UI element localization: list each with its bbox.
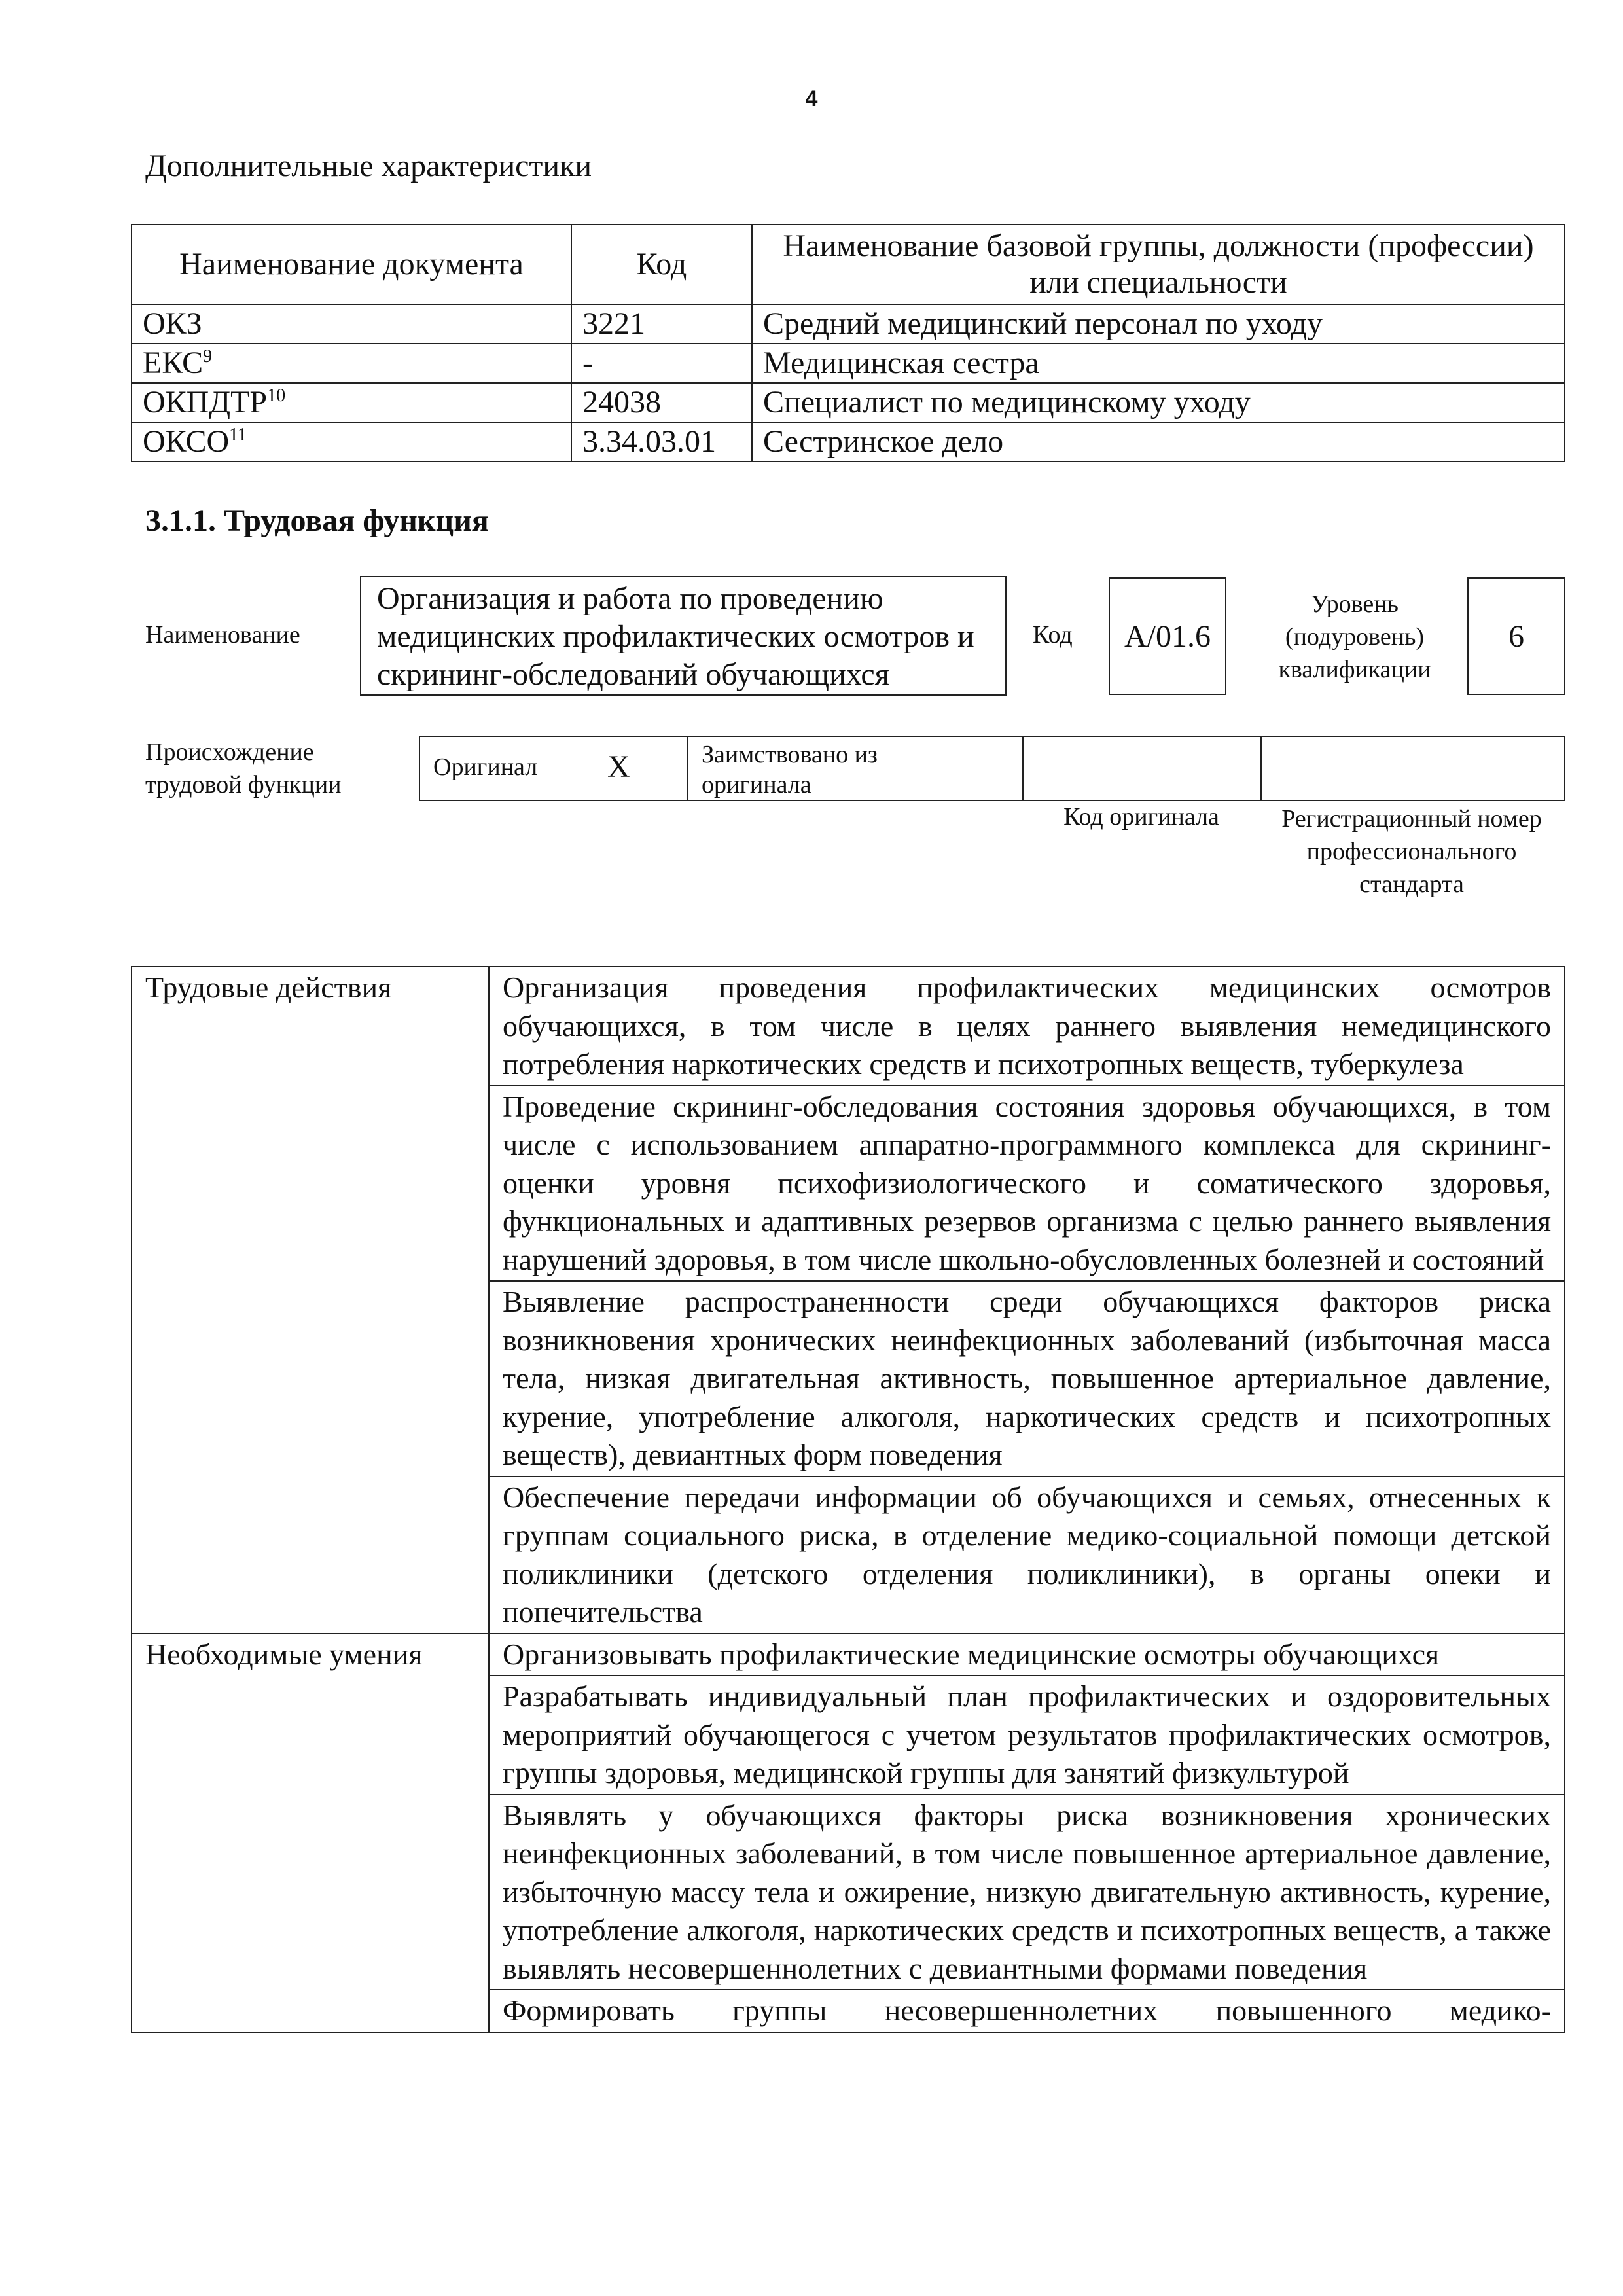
name-label: Наименование	[145, 621, 300, 649]
list-item: Выявление распространенности среди обучающихся факторов риска возникновения хронических неинфекционных заболеваний (избыточная масса тела, низкая двигательная активность, повышенное артериальное давление, курение, употребление алкоголя, наркотических средств и психотропных веществ), девиантных форм поведения	[489, 1281, 1565, 1477]
table-cell-name: Специалист по медицинскому уходу	[752, 383, 1565, 422]
table-cell-document: ОКПДТР$^{10}$	[132, 383, 571, 422]
table-cell-code: -	[571, 344, 752, 383]
table-cell-document: ОКЗ	[132, 304, 571, 344]
function-name-box: Организация и работа по проведению медицинских профилактических осмотров и скрининг-обследований обучающихся	[360, 576, 1007, 696]
header-document: Наименование документа	[132, 224, 571, 304]
table-cell-document: ОКСО$^{11}$	[132, 422, 571, 461]
list-item: Организация проведения профилактических медицинских осмотров обучающихся, в том числе в целях раннего выявления немедицинского потребления наркотических средств и психотропных веществ, туберкулеза	[489, 967, 1565, 1086]
list-item: Разрабатывать индивидуальный план профилактических и оздоровительных мероприятий обучающегося с учетом результатов профилактических осмотров, группы здоровья, медицинской группы для занятий физкультурой	[489, 1676, 1565, 1795]
section-label-skills: Необходимые умения	[132, 1634, 489, 2032]
list-item: Организовывать профилактические медицинские осмотры обучающихся	[489, 1634, 1565, 1676]
table-cell-code: 24038	[571, 383, 752, 422]
section-label-actions: Трудовые действия	[132, 967, 489, 1634]
registration-number-cell	[1262, 737, 1564, 800]
labor-function-heading: 3.1.1. Трудовая функция	[145, 503, 489, 538]
table-cell-document: ЕКС$^9$	[132, 344, 571, 383]
borrowed-cell	[688, 737, 1024, 800]
additional-characteristics-table	[131, 224, 1565, 462]
list-item: Формировать группы несовершеннолетних повышенного медико-	[489, 1990, 1565, 2032]
list-item: Выявлять у обучающихся факторы риска возникновения хронических неинфекционных заболеваний, в том числе повышенное артериальное давление, избыточную массу тела и ожирение, низкую двигательную активность, курение, употребление алкоголя, наркотических средств и психотропных веществ, а также выявлять несовершеннолетних с девиантными формами поведения	[489, 1795, 1565, 1990]
additional-characteristics-title: Дополнительные характеристики	[145, 149, 592, 183]
qualification-level-label: Уровень (подуровень) квалификации	[1278, 590, 1431, 683]
footnote-ref: 10	[267, 386, 286, 406]
labor-actions-table	[131, 966, 1565, 2033]
page-number: 4	[805, 86, 818, 111]
footnote-ref: 9	[203, 346, 213, 367]
list-item: Проведение скрининг-обследования состояния здоровья обучающихся, в том числе с использованием аппаратно-программного комплекса для скрининг-оценки уровня психофизиологического и соматического здоровья, функциональных и адаптивных резервов организма с целью раннего выявления нарушений здоровья, в том числе школьно-обусловленных болезней и состояний	[489, 1086, 1565, 1282]
origin-table	[419, 736, 1565, 801]
original-label: Оригинал	[433, 753, 538, 781]
original-mark: X	[607, 749, 630, 784]
origin-label: Происхождение трудовой функции	[145, 738, 342, 798]
header-code: Код	[571, 224, 752, 304]
qualification-level-box: 6	[1467, 577, 1565, 695]
table-cell-name: Средний медицинский персонал по уходу	[752, 304, 1565, 344]
registration-number-caption: Регистрационный номер профессионального стандарта	[1281, 805, 1542, 898]
original-code-caption: Код оригинала	[1063, 803, 1219, 831]
table-cell-name: Сестринское дело	[752, 422, 1565, 461]
footnote-ref: 11	[229, 425, 247, 445]
original-cell	[420, 737, 688, 800]
header-group-name: Наименование базовой группы, должности (профессии) или специальности	[752, 224, 1565, 304]
borrowed-label: Заимствовано из оригинала	[702, 741, 878, 798]
code-label: Код	[1033, 621, 1073, 649]
table-cell-code: 3221	[571, 304, 752, 344]
original-code-cell	[1024, 737, 1262, 800]
function-code-box: A/01.6	[1109, 577, 1226, 695]
table-cell-code: 3.34.03.01	[571, 422, 752, 461]
table-cell-name: Медицинская сестра	[752, 344, 1565, 383]
list-item: Обеспечение передачи информации об обучающихся и семьях, отнесенных к группам социального риска, в отделение медико-социальной помощи детской поликлиники (детского отделения поликлиники), в органы опеки и попечительства	[489, 1477, 1565, 1634]
